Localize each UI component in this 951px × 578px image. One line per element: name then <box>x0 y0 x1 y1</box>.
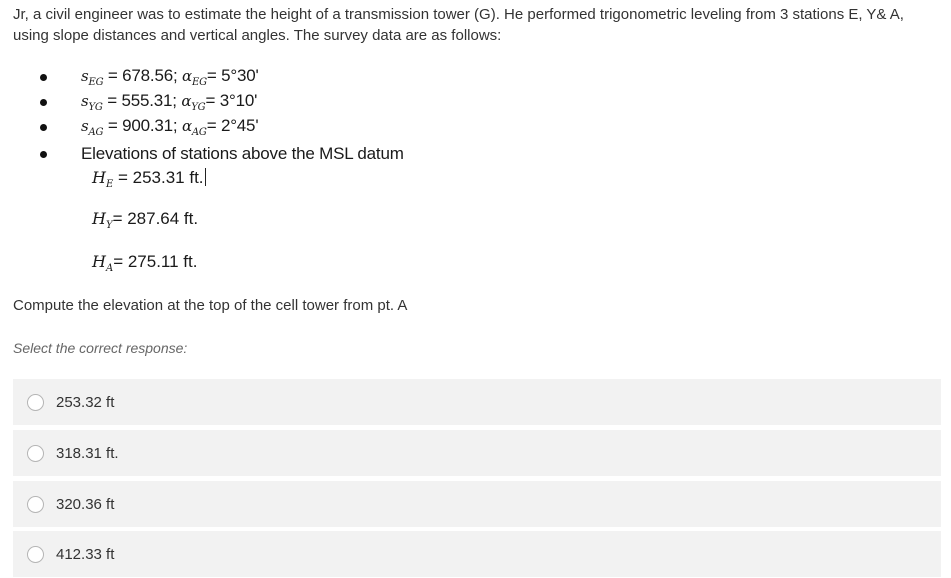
angle-value: = 2°45' <box>206 116 259 135</box>
angle-value: = 3°10' <box>205 91 258 110</box>
data-line-yg <box>40 91 257 113</box>
angle-value: = 5°30' <box>206 66 259 85</box>
elevations-heading: Elevations of stations above the MSL datum <box>81 144 404 163</box>
answer-label: 318.31 ft. <box>56 444 119 462</box>
answer-option-4[interactable] <box>13 531 941 577</box>
bullet-icon <box>40 99 47 106</box>
elevation-subscript: A <box>105 263 114 274</box>
elevation-y <box>92 209 198 231</box>
slope-symbol: s <box>81 117 89 135</box>
angle-subscript: EG <box>191 77 207 88</box>
answer-label: 320.36 ft <box>56 495 115 513</box>
angle-symbol: α <box>181 92 192 110</box>
answer-option-2[interactable] <box>13 430 941 476</box>
question-intro: Jr, a civil engineer was to estimate the height of a transmission tower (G). He performed trigonometric leveling from 3 stations E, Y& A, using slope distances and vertical angles. The survey data are as follows: <box>13 6 904 44</box>
slope-subscript: AG <box>88 127 104 138</box>
slope-symbol: s <box>81 92 89 110</box>
answer-label: 253.32 ft <box>56 393 115 411</box>
radio-button[interactable] <box>27 394 44 411</box>
elevation-symbol: H <box>92 252 106 271</box>
slope-symbol: s <box>81 67 89 85</box>
bullet-icon <box>40 151 47 158</box>
angle-subscript: AG <box>191 127 207 138</box>
elevation-value: = 253.31 ft. <box>113 168 204 187</box>
data-line-ag <box>40 116 258 138</box>
elevation-symbol: H <box>92 209 106 228</box>
angle-symbol: α <box>181 117 192 135</box>
elevations-heading-line <box>40 143 404 165</box>
answer-label: 412.33 ft <box>56 545 115 563</box>
slope-subscript: EG <box>88 77 104 88</box>
bullet-icon <box>40 124 47 131</box>
response-hint: Select the correct response: <box>13 340 188 356</box>
radio-button[interactable] <box>27 445 44 462</box>
slope-value: = 678.56; <box>107 66 178 85</box>
elevation-value: = 275.11 ft. <box>113 252 198 271</box>
answer-option-3[interactable] <box>13 481 941 527</box>
angle-subscript: YG <box>191 102 206 113</box>
elevation-a <box>92 252 197 274</box>
elevation-symbol: H <box>92 168 106 187</box>
slope-value: = 555.31; <box>107 91 177 110</box>
answer-option-1[interactable] <box>13 379 941 425</box>
elevation-e <box>92 168 206 190</box>
question-prompt: Compute the elevation at the top of the cell tower from pt. A <box>13 297 408 314</box>
elevation-subscript: Y <box>105 220 113 231</box>
slope-value: = 900.31; <box>107 116 178 135</box>
radio-button[interactable] <box>27 496 44 513</box>
slope-subscript: YG <box>88 102 103 113</box>
survey-data-image <box>40 62 480 282</box>
angle-symbol: α <box>182 67 192 85</box>
data-line-eg <box>40 66 259 88</box>
elevation-subscript: E <box>105 179 114 190</box>
text-cursor <box>205 168 206 186</box>
bullet-icon <box>40 74 47 81</box>
radio-button[interactable] <box>27 546 44 563</box>
elevation-value: = 287.64 ft. <box>112 209 199 228</box>
